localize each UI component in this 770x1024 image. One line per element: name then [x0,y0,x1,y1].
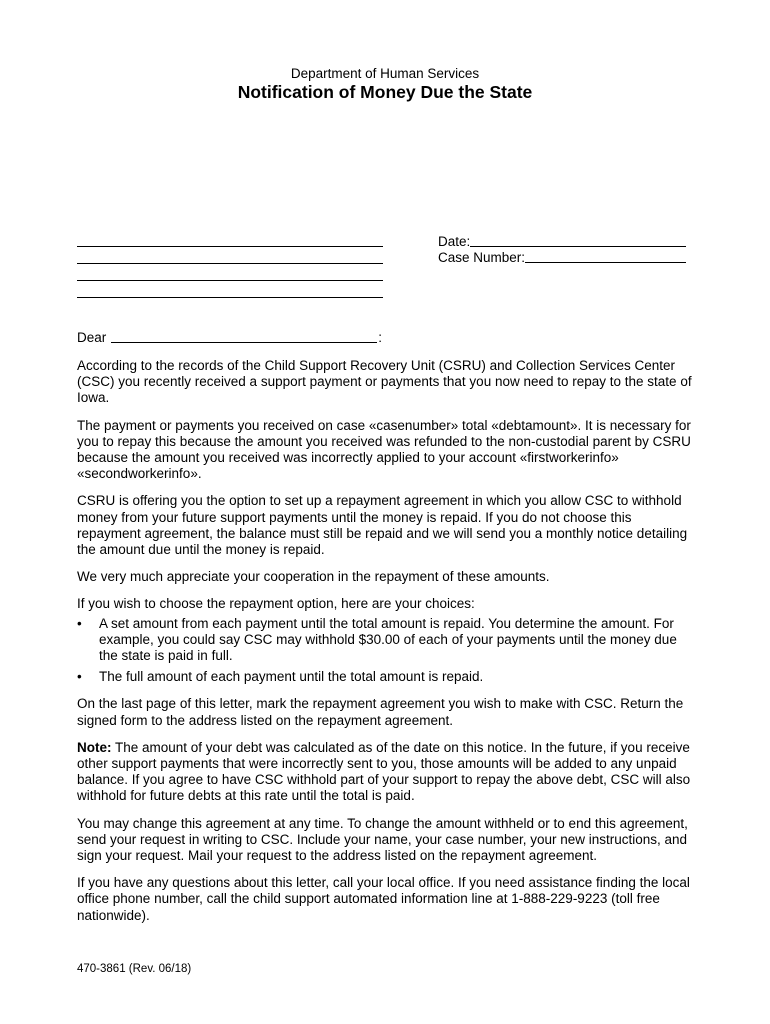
date-label: Date: [438,234,471,249]
salutation [77,330,382,345]
department-name: Department of Human Services [290,66,480,81]
list-item [77,669,697,685]
choice-full-amount: The full amount of each payment until the total amount is repaid. [99,669,484,685]
note-label: Note: [77,739,112,755]
list-item [77,616,697,665]
date-field [438,234,686,249]
address-line-3[interactable] [77,280,383,281]
date-blank[interactable] [470,234,686,247]
address-line-4[interactable] [77,297,383,298]
recipient-name-blank[interactable] [111,330,377,343]
bullet-icon: • [77,669,82,685]
paragraph-last-page: On the last page of this letter, mark the repayment agreement you wish to make with CSC. Return the signed form to the address listed on the repayment agreement. [77,696,684,728]
case-number-field [438,250,686,265]
choice-set-amount: A set amount from each payment until the total amount is repaid. You determine the amount. For example, you could say CSC may withhold $30.00 of each of your payments until the money due the state is paid in full. [99,615,677,664]
letter-body [77,358,697,935]
paragraph-change-agreement: You may change this agreement at any time. To change the amount withheld or to end this agreement, send your request in writing to CSC. Include your name, your case number, your new instructions, and sign your request. Mail your request to the address listed on the repayment agreement. [77,815,688,864]
page-title: Notification of Money Due the State [237,82,533,102]
address-line-1[interactable] [77,246,383,247]
paragraph-questions: If you have any questions about this letter, call your local office. If you need assistance finding the local office phone number, call the child support automated information line at 1-888-229-9223 (toll free nationwide). [77,875,690,923]
case-number-label: Case Number: [438,250,526,265]
dear-label: Dear [77,330,107,345]
paragraph-note [77,740,697,805]
note-text: The amount of your debt was calculated as of the date on this notice. In the future, if you receive other support payments that were incorrectly sent to you, those amounts will be added to any unpaid balance. If you agree to have CSC withhold part of your support to repay the above debt, CSC will also withhold for future debts at this rate until the total is paid. [77,739,691,804]
paragraph-payment-total: The payment or payments you received on case «casenumber» total «debtamount». It is necessary for you to repay this because the amount you received was refunded to the non-custodial parent by CSRU because the amount you received was incorrectly applied to your account «firstworkerinfo» «secondworkerinfo». [77,417,691,482]
choices-list [77,616,697,686]
paragraph-records: According to the records of the Child Support Recovery Unit (CSRU) and Collection Services Center (CSC) you recently received a support payment or payments that you now need to repay to the state of Iowa. [77,358,692,406]
case-number-blank[interactable] [525,250,686,263]
paragraph-appreciation: We very much appreciate your cooperation in the repayment of these amounts. [77,569,550,585]
address-line-2[interactable] [77,263,383,264]
form-number: 470-3861 (Rev. 06/18) [77,963,192,975]
paragraph-choices-intro: If you wish to choose the repayment option, here are your choices: [77,596,475,612]
bullet-icon: • [77,615,82,631]
salutation-colon: : [378,330,383,345]
paragraph-repayment-option: CSRU is offering you the option to set up a repayment agreement in which you allow CSC to withhold money from your future support payments until the money is repaid. If you do not choose this repayment agreement, the balance must still be repaid and we will send you a monthly notice detailing the amount due until the money is repaid. [77,493,688,558]
